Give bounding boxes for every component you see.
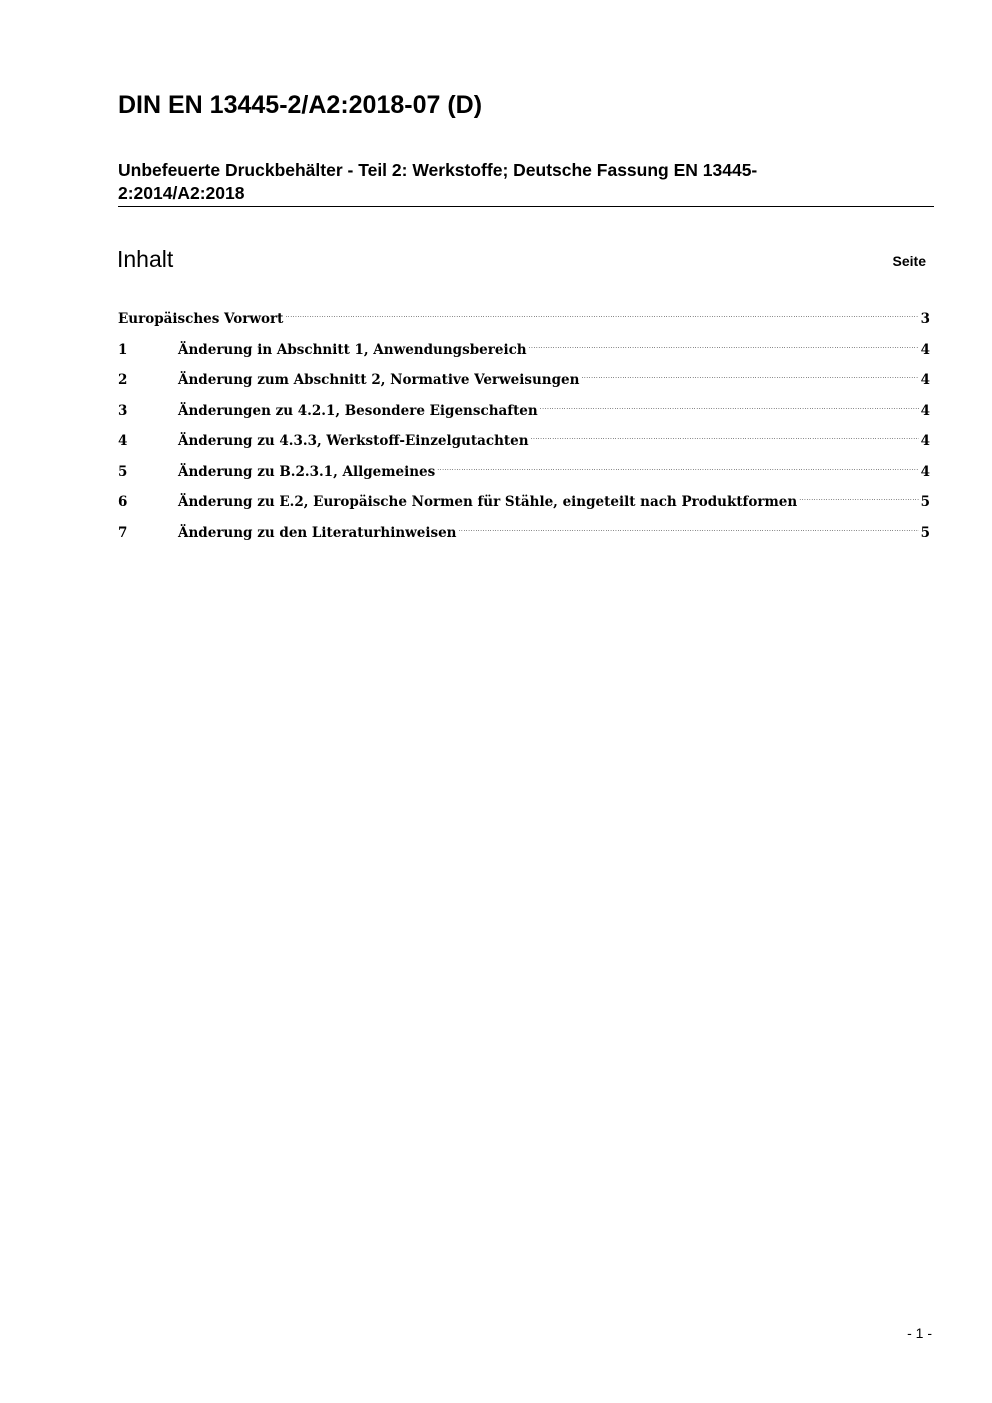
toc-entry-text: Änderung zu 4.3.3, Werkstoff-Einzelgutachten <box>178 433 529 449</box>
toc-entry-text: Änderung zu den Literaturhinweisen <box>178 524 457 541</box>
toc-dot-leader <box>581 362 918 384</box>
toc-entry-text: Europäisches Vorwort <box>118 311 284 327</box>
toc-dot-leader <box>799 484 918 506</box>
toc-entry[interactable] <box>118 332 930 363</box>
toc-entry-number: 4 <box>118 433 128 449</box>
toc-entry-text: Änderung zum Abschnitt 2, Normative Verweisungen <box>178 372 580 388</box>
toc-entry[interactable] <box>118 515 930 546</box>
toc-dot-leader <box>540 393 919 415</box>
toc-entry[interactable] <box>118 423 930 454</box>
toc-entry-page: 4 <box>920 341 930 358</box>
toc-entry-number: 6 <box>118 494 128 510</box>
toc-entry-page: 4 <box>920 372 930 388</box>
toc-entry-text: Änderung zu B.2.3.1, Allgemeines <box>178 463 436 480</box>
toc-entry-page: 4 <box>920 402 930 419</box>
document-title: DIN EN 13445-2/A2:2018-07 (D) <box>118 91 483 119</box>
toc-heading: Inhalt <box>117 246 174 272</box>
toc-entry[interactable] <box>118 362 930 393</box>
toc-entry-number: 2 <box>118 372 128 388</box>
toc-entry[interactable] <box>118 454 930 485</box>
toc-entry-number: 5 <box>118 463 128 480</box>
document-subtitle: Unbefeuerte Druckbehälter - Teil 2: Werkstoffe; Deutsche Fassung EN 13445-2:2014/A2:2018 <box>118 160 758 203</box>
toc-dot-leader <box>437 454 918 476</box>
toc-entry[interactable] <box>118 301 930 332</box>
page-number: - 1 - <box>907 1325 932 1341</box>
subtitle-divider <box>118 206 934 207</box>
toc-entry-number: 1 <box>118 341 128 358</box>
toc-dot-leader <box>459 515 919 537</box>
toc-entry-text: Änderungen zu 4.2.1, Besondere Eigenschaften <box>178 402 538 419</box>
table-of-contents <box>118 301 930 545</box>
toc-page-column-label: Seite <box>892 253 926 269</box>
toc-entry-page: 5 <box>920 494 930 510</box>
toc-entry-page: 3 <box>920 311 930 327</box>
toc-entry-text: Änderung zu E.2, Europäische Normen für Stähle, eingeteilt nach Produktformen <box>178 494 798 510</box>
toc-entry-number: 3 <box>118 402 128 419</box>
toc-entry-number: 7 <box>118 524 128 541</box>
toc-entry[interactable] <box>118 484 930 515</box>
toc-entry[interactable] <box>118 393 930 424</box>
toc-entry-text: Änderung in Abschnitt 1, Anwendungsbereich <box>178 341 527 358</box>
toc-dot-leader <box>529 332 919 354</box>
toc-entry-page: 4 <box>920 433 930 449</box>
toc-entry-page: 5 <box>920 524 930 541</box>
toc-entry-page: 4 <box>920 463 930 480</box>
toc-dot-leader <box>285 301 918 323</box>
toc-dot-leader <box>531 423 919 445</box>
